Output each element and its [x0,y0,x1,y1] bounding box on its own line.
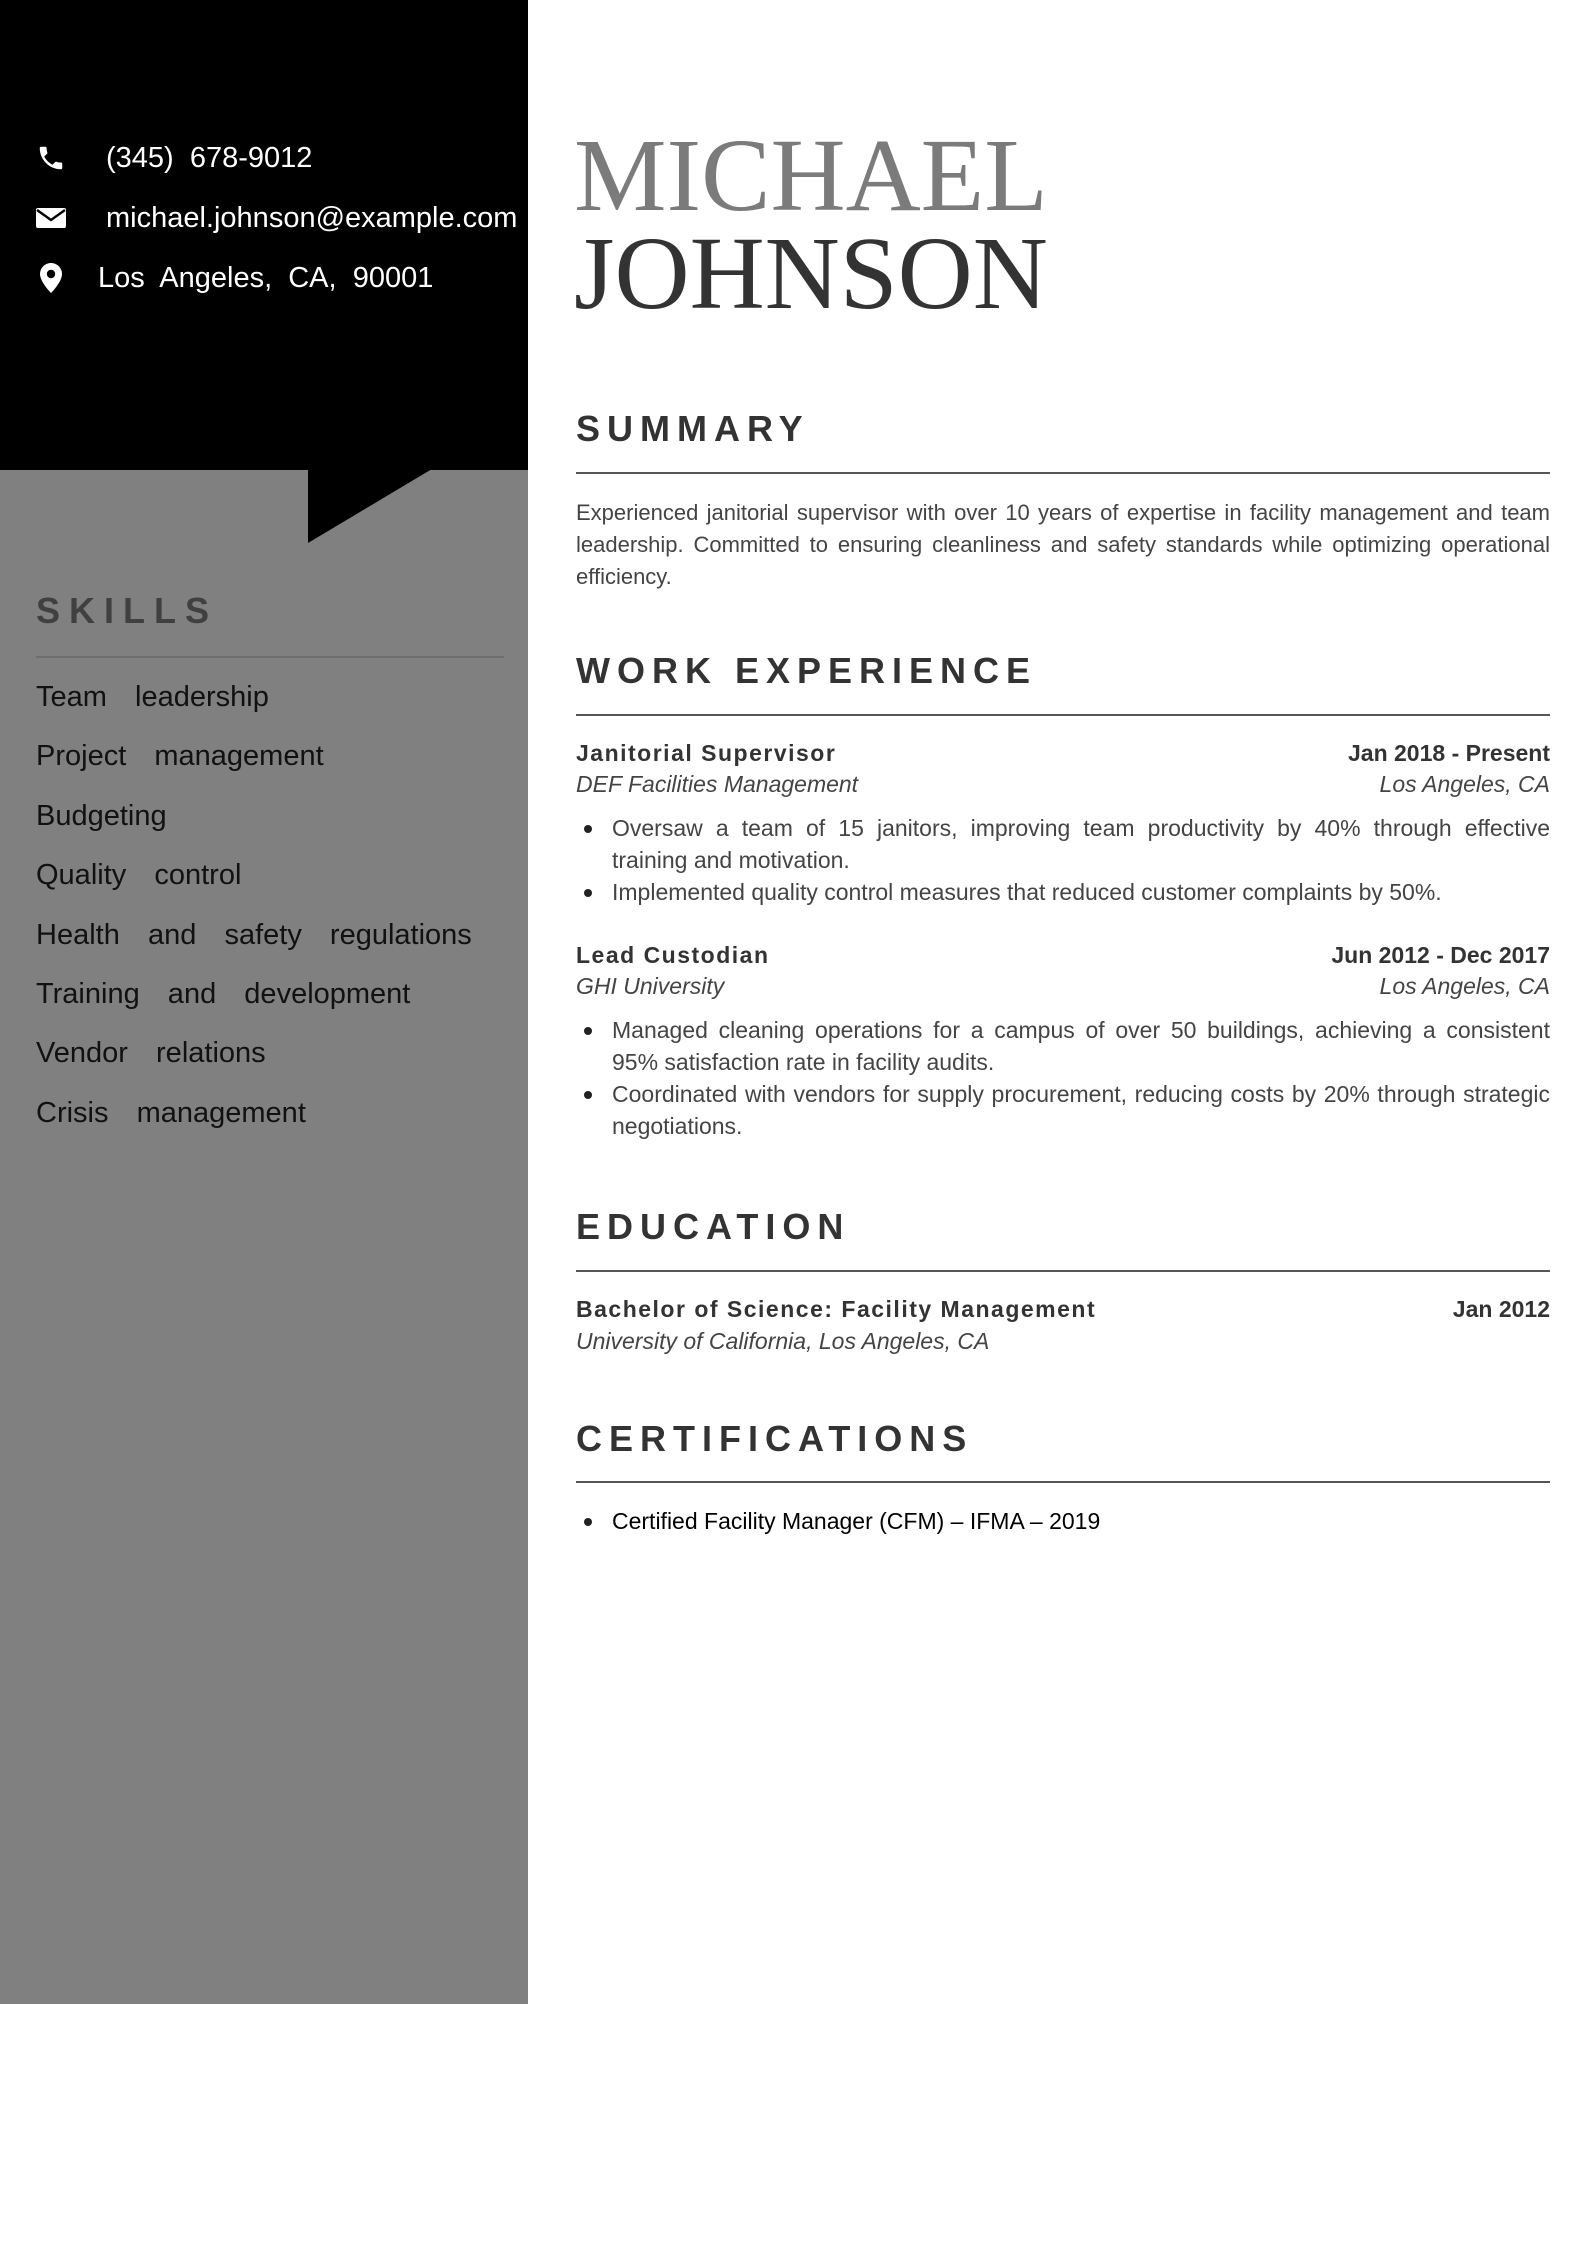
school-name: University of California, Los Angeles, CA [576,1328,990,1354]
email-address: michael.johnson@example.com [106,201,518,234]
job-header [576,740,1550,767]
bullet-item: Oversaw a team of 15 janitors, improving team productivity by 40% through effective training and motivation. [576,812,1550,876]
envelope-icon [34,201,68,235]
map-pin-icon [34,261,68,295]
certification-list [576,1505,1550,1537]
skills-heading: SKILLS [36,590,219,631]
skill-item: Quality control [36,859,242,891]
education-header [576,1296,1550,1323]
work-experience-heading: WORK EXPERIENCE [576,650,1038,691]
work-experience-divider [576,714,1550,716]
job-dates: Jan 2018 - Present [1347,740,1550,766]
skill-item: Team leadership [36,681,269,713]
certification-item: Certified Facility Manager (CFM) – IFMA – 2019 [576,1505,1550,1537]
job-title: Janitorial Supervisor [576,740,837,766]
job-subheader [576,973,1550,1000]
job-title: Lead Custodian [576,942,770,968]
first-name: MICHAEL [574,118,1048,233]
skill-item: Project management [36,740,324,772]
job-header [576,942,1550,969]
company-name: GHI University [576,973,725,999]
location-text: Los Angeles, CA, 90001 [98,261,434,294]
graduation-date: Jan 2012 [1452,1296,1550,1322]
job-bullets [576,1014,1550,1142]
bullet-item: Managed cleaning operations for a campus of over 50 buildings, achieving a consistent 95% satisfaction rate in facility audits. [576,1014,1550,1078]
skill-item: Vendor relations [36,1037,266,1069]
company-name: DEF Facilities Management [576,771,859,797]
bullet-item: Implemented quality control measures that reduced customer complaints by 50%. [576,876,1550,908]
education-heading: EDUCATION [576,1206,851,1247]
certifications-divider [576,1481,1550,1483]
sidebar-notch-decoration [308,469,432,543]
summary-text: Experienced janitorial supervisor with over 10 years of expertise in facility management and team leadership. Committed to ensuring cleanliness and safety standards while optimizing operational efficiency. [576,500,1550,589]
skill-item: Training and development [36,978,411,1010]
degree-name: Bachelor of Science: Facility Management [576,1296,1097,1322]
job-subheader [576,771,1550,798]
last-name: JOHNSON [574,216,1048,331]
job-bullets [576,812,1550,908]
skill-item: Crisis management [36,1097,306,1129]
job-dates: Jun 2012 - Dec 2017 [1331,942,1550,968]
phone-number: (345) 678-9012 [106,141,313,174]
skills-divider [36,656,504,658]
skill-item: Health and safety regulations [36,919,472,951]
job-location: Los Angeles, CA [1379,771,1550,797]
summary-heading: SUMMARY [576,408,810,449]
bullet-item: Coordinated with vendors for supply procurement, reducing costs by 20% through strategic negotiations. [576,1078,1550,1142]
sidebar-contact-panel [0,0,528,470]
summary-divider [576,472,1550,474]
education-subheader [576,1328,1550,1355]
job-location: Los Angeles, CA [1379,973,1550,999]
education-divider [576,1270,1550,1272]
phone-icon [34,141,68,175]
certifications-heading: CERTIFICATIONS [576,1418,974,1459]
skill-item: Budgeting [36,800,167,832]
